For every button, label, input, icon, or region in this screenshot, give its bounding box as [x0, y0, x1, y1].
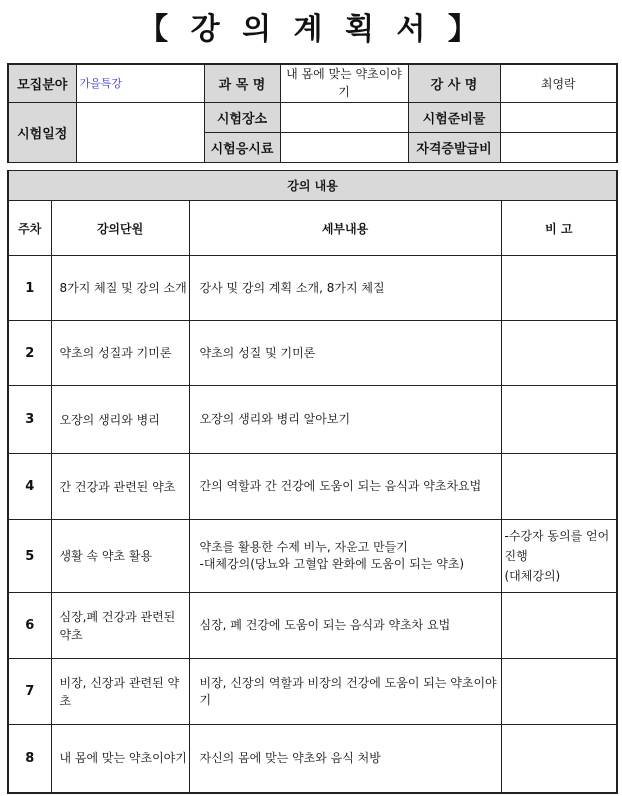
detail-text: 강사 및 강의 계획 소개, 8가지 체질: [189, 256, 501, 321]
note-text: [501, 321, 617, 386]
detail-text: 비장, 신장의 역할과 비장의 건강에 도움이 되는 약초이야기: [189, 659, 501, 725]
unit-title: 오장의 생리와 병리: [51, 386, 189, 454]
week-number: 5: [8, 520, 51, 593]
cert-fee-value: [500, 132, 617, 162]
detail-text: 심장, 폐 건강에 도움이 되는 음식과 약초차 요법: [189, 593, 501, 659]
table-row: [8, 659, 617, 725]
title-char: 획: [344, 12, 380, 47]
unit-title: 약초의 성질과 기미론: [51, 321, 189, 386]
unit-title: 비장, 신장과 관련된 약초: [51, 659, 189, 725]
week-number: 8: [8, 725, 51, 793]
table-row: [8, 454, 617, 520]
detail-text: 약초의 성질 및 기미론: [189, 321, 501, 386]
course-value: 내 몸에 맞는 약초이야기: [280, 64, 408, 102]
unit-title: 8가지 체질 및 강의 소개: [51, 256, 189, 321]
detail-text: 약초를 활용한 수제 비누, 자운고 만들기 -대체강의(당뇨와 고혈압 완화에 도움이 되는 약초): [189, 520, 501, 593]
detail-text: 자신의 몸에 맞는 약초와 음식 처방: [189, 725, 501, 793]
exam-supplies-label: 시험준비물: [408, 102, 500, 132]
table-row: [8, 386, 617, 454]
table-row: [8, 520, 617, 593]
instructor-label: 강 사 명: [408, 64, 500, 102]
title-char: 계: [293, 12, 329, 47]
week-number: 7: [8, 659, 51, 725]
unit-title: 간 건강과 관련된 약초: [51, 454, 189, 520]
detail-text: 간의 역할과 간 건강에 도움이 되는 음식과 약초차요법: [189, 454, 501, 520]
lecture-plan-table: [7, 170, 618, 794]
title-bracket-open: 【: [138, 12, 175, 47]
field-label: 모집분야: [8, 64, 76, 102]
note-text: [501, 659, 617, 725]
week-number: 3: [8, 386, 51, 454]
table-row: [8, 321, 617, 386]
week-number: 1: [8, 256, 51, 321]
detail-text: 오장의 생리와 병리 알아보기: [189, 386, 501, 454]
note-text: [501, 256, 617, 321]
exam-fee-label: 시험응시료: [204, 132, 280, 162]
course-info-table: [7, 63, 618, 163]
title-char: 강: [190, 12, 226, 47]
header-note: 비 고: [501, 201, 617, 256]
header-week: 주차: [8, 201, 51, 256]
title-bracket-close: 】: [447, 12, 484, 47]
title-char: 서: [396, 12, 432, 47]
unit-title: 심장,폐 건강과 관련된 약초: [51, 593, 189, 659]
course-label: 과 목 명: [204, 64, 280, 102]
unit-title: 생활 속 약초 활용: [51, 520, 189, 593]
section-title: 강의 내용: [8, 171, 617, 201]
instructor-value: 최영락: [500, 64, 617, 102]
note-text: [501, 593, 617, 659]
field-value: 가을특강: [76, 64, 204, 102]
week-number: 2: [8, 321, 51, 386]
week-number: 6: [8, 593, 51, 659]
exam-fee-value: [280, 132, 408, 162]
exam-supplies-value: [500, 102, 617, 132]
header-unit: 강의단원: [51, 201, 189, 256]
title-char: 의: [242, 12, 278, 47]
note-text: -수강자 동의를 얻어 진행 (대체강의): [501, 520, 617, 593]
note-text: [501, 725, 617, 793]
cert-fee-label: 자격증발급비: [408, 132, 500, 162]
header-detail: 세부내용: [189, 201, 501, 256]
week-number: 4: [8, 454, 51, 520]
schedule-label: 시험일정: [8, 102, 76, 162]
note-text: [501, 386, 617, 454]
schedule-value: [76, 102, 204, 162]
note-text: [501, 454, 617, 520]
table-row: [8, 256, 617, 321]
exam-place-label: 시험장소: [204, 102, 280, 132]
page-title: [0, 4, 622, 48]
exam-place-value: [280, 102, 408, 132]
table-row: [8, 593, 617, 659]
unit-title: 내 몸에 맞는 약초이야기: [51, 725, 189, 793]
table-row: [8, 725, 617, 793]
